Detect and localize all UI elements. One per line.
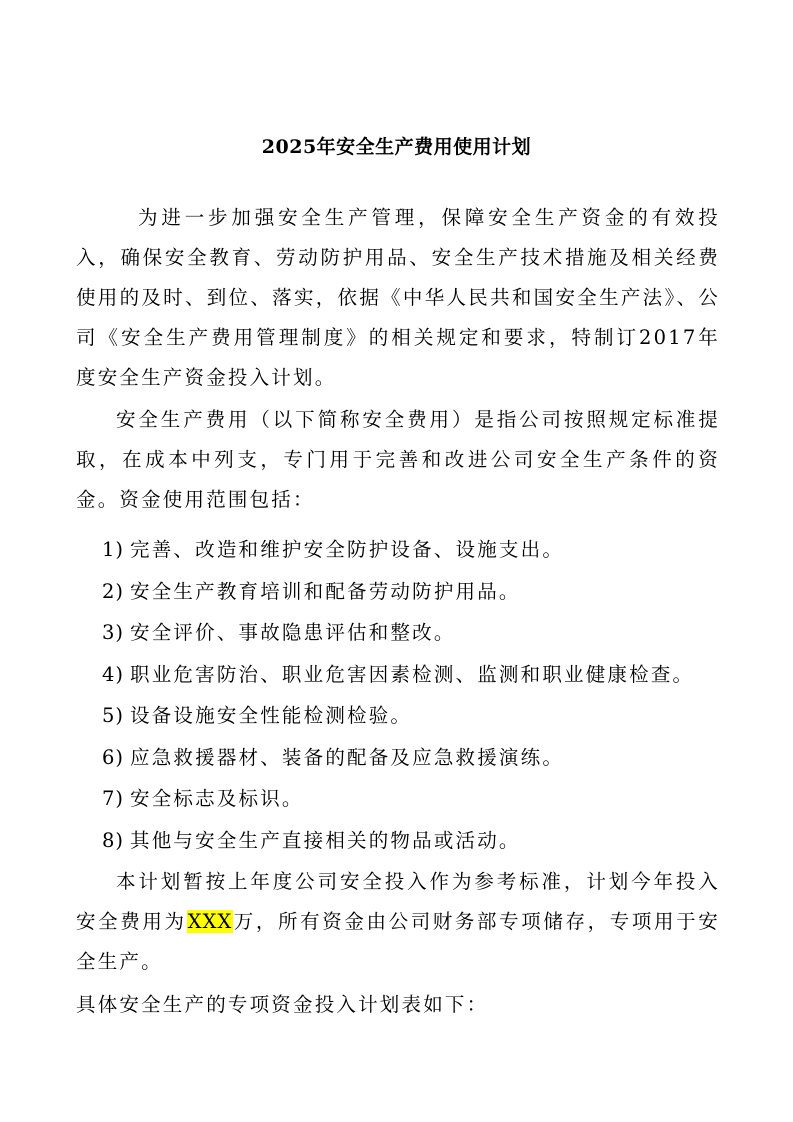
list-item-text: 安全评价、事故隐患评估和整改。: [130, 621, 456, 644]
list-item-text: 安全生产教育培训和配备劳动防护用品。: [130, 579, 521, 603]
list-item-text: 设备设施安全性能检测检验。: [130, 704, 413, 727]
list-item: [102, 737, 694, 779]
list-item: [102, 612, 694, 654]
list-item-number: 3): [102, 621, 125, 644]
table-intro-paragraph: 具体安全生产的专项资金投入计划表如下：: [76, 993, 489, 1016]
intro-paragraph: 为进一步加强安全生产管理，保障安全生产资金的有效投入，确保安全教育、劳动防护用品、安全生产技术措施及相关经费使用的及时、到位、落实，依据《中华人民共和国安全生产法》、公司《安全生产费用管理制度》的相关规定和要求，特制订2017年度安全生产资金投入计划。: [76, 206, 720, 389]
list-item: [102, 571, 694, 613]
list-item-number: 4): [102, 662, 125, 686]
plan-text-before: 本计划暂按上年度公司安全投入作为参考标准，计划今年投入安全费用为: [76, 870, 720, 933]
list-item: [102, 820, 694, 862]
list-item-number: 6): [102, 745, 125, 769]
list-item: [102, 778, 694, 820]
definition-paragraph: 安全生产费用（以下简称安全费用）是指公司按照规定标准提取，在成本中列支，专门用于完善和改进公司安全生产条件的资金。资金使用范围包括：: [76, 408, 720, 511]
list-item-text: 其他与安全生产直接相关的物品或活动。: [130, 828, 521, 852]
list-item-number: 1): [102, 538, 125, 561]
list-item-number: 5): [102, 704, 125, 727]
list-item: [102, 529, 694, 571]
list-item-number: 2): [102, 579, 125, 603]
usage-scope-list: [102, 529, 694, 861]
list-item: [102, 695, 694, 737]
list-item-text: 完善、改造和维护安全防护设备、设施支出。: [130, 538, 565, 561]
document-title: 2025年安全生产费用使用计划: [261, 136, 532, 158]
list-item: [102, 654, 694, 696]
plan-paragraph: [76, 862, 720, 982]
plan-text-after: 万，所有资金由公司财务部专项储存，专项用于安全生产。: [76, 910, 720, 973]
list-item-text: 安全标志及标识。: [130, 787, 304, 810]
list-item-text: 应急救援器材、装备的配备及应急救援演练。: [130, 745, 565, 769]
list-item-text: 职业危害防治、职业危害因素检测、监测和职业健康检查。: [130, 662, 695, 686]
list-item-number: 8): [102, 828, 125, 852]
list-item-number: 7): [102, 787, 125, 810]
plan-amount-highlight: XXX: [187, 910, 233, 933]
